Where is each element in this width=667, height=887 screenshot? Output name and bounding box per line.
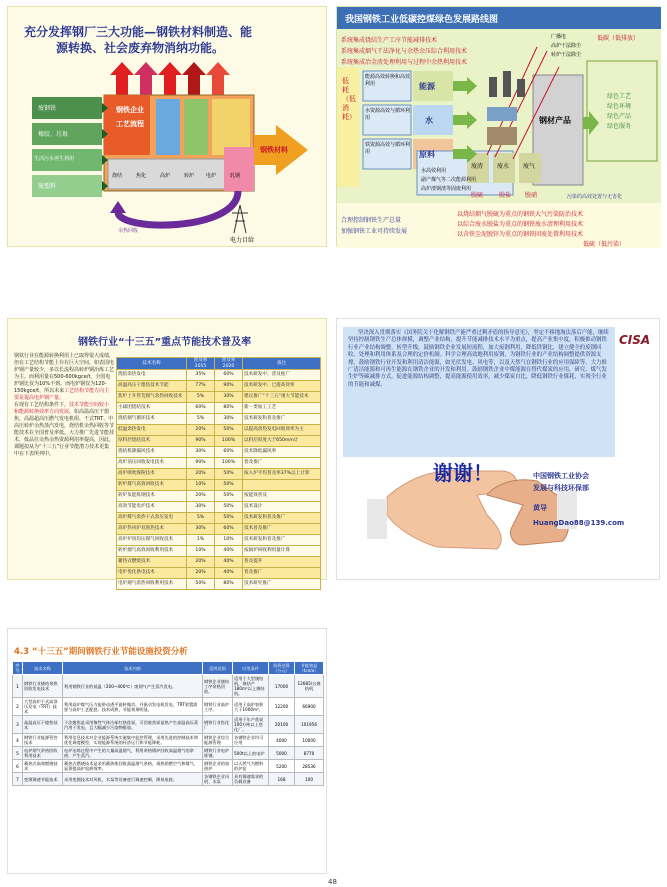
table-cell: 普及推广: [243, 458, 321, 469]
product-label: 钢材产品: [539, 116, 571, 125]
table-row: [13, 734, 324, 747]
green-environment: 绿色环境: [607, 103, 632, 110]
right-bottom-line-3: 以含铁尘泥脱锌为重点的钢铁固废处置利用技术: [457, 231, 584, 238]
mid-label-energy: 能源: [419, 82, 435, 91]
table-cell: 技术降低漏风率: [243, 447, 321, 458]
table-cell: 钢铁行业电炉炼钢。: [203, 747, 233, 760]
table-row: [117, 392, 321, 403]
table-cell: 50%: [215, 513, 243, 524]
table-row: [13, 698, 324, 716]
table-cell: 技术研究推广: [243, 579, 321, 590]
slide-thanks: [336, 318, 660, 580]
cisa-logo: CISA: [619, 333, 651, 347]
table-cell: 30%: [215, 414, 243, 425]
top-right-box-line1: 广播电: [551, 34, 567, 40]
page-number: 48: [328, 878, 337, 886]
table-cell: 4000: [269, 734, 295, 747]
table-cell: 12200: [269, 698, 295, 716]
table-cell: 50%: [215, 480, 243, 491]
bottom-line-3: 高炉渣钢渣等固废利用: [421, 186, 472, 192]
unit-sintering: 烧结: [112, 173, 123, 179]
table-cell: 焦炉上升管荒煤气余热回收技术: [117, 392, 187, 403]
adoption-table: [116, 357, 321, 590]
table-cell: 转炉烟气高效回收利用技术: [117, 546, 187, 557]
table-cell: 高炉煤气余热干式余压发电: [117, 513, 187, 524]
table-row: [117, 568, 321, 579]
green-product: 绿色产品: [607, 113, 632, 120]
table-cell: 技术研发和普及推广: [243, 414, 321, 425]
slide2-top-right-label: 低碳（低排放）: [597, 35, 640, 42]
table-cell: 5%: [187, 414, 215, 425]
table-cell: 10%: [187, 546, 215, 557]
table-cell: 利用钢铁行业的低温（200~400℃）废烟气产生蒸汽发电。: [63, 675, 203, 698]
top-right-box-line2: 高炉干法除尘: [551, 43, 582, 49]
table-cell: 建议推广“十三五”重大节能技术: [243, 392, 321, 403]
table-cell: 28536: [295, 760, 324, 773]
handshake-image: [337, 319, 661, 581]
unit-converter: 转炉: [184, 173, 195, 179]
table-cell: 30%: [187, 447, 215, 458]
table-cell: 100: [295, 773, 324, 786]
table-row: [117, 546, 321, 557]
bottom-right-label: 低硫（低污染）: [583, 241, 626, 248]
table-cell: 60%: [215, 370, 243, 381]
table-cell: 技术普及推广: [243, 524, 321, 535]
table-cell: 适用于年产焦炭100万吨以上焦化厂。: [233, 716, 269, 734]
table-row: [117, 425, 321, 436]
table-cell: 各钢铁企业均可应用: [233, 734, 269, 747]
table-cell: 钢铁行业焦化厂: [203, 716, 233, 734]
table-cell: 以提高余热发电回收效率为主: [243, 425, 321, 436]
left-box-iron: 铁资源高效与循环利用: [365, 142, 411, 155]
table-cell: 按入炉平均普及率37%以上计算: [243, 469, 321, 480]
table-row: [13, 716, 324, 734]
thanks-text: 谢谢！: [433, 461, 493, 485]
table-cell: 高温高压干熄焦技术: [23, 716, 63, 734]
table-cell: 电炉烟气余热回收利用技术: [117, 579, 187, 590]
table-row: [117, 491, 321, 502]
input-scrap-steel: 废钢铁: [38, 105, 57, 112]
table-cell: 60%: [215, 447, 243, 458]
table-row: [13, 747, 324, 760]
table-row: [13, 760, 324, 773]
table-cell: 干法熄焦是采用惰性气体冷却红热焦炭，可回收焦炭显热产生高温高压蒸汽用于发电，且大幅减少污染物排放。: [63, 716, 203, 734]
slide-low-carbon-roadmap: [336, 6, 660, 247]
table-cell: 2: [13, 698, 23, 716]
table-cell: 变频调速节能技术: [23, 773, 63, 786]
table-cell: 40%: [215, 568, 243, 579]
table-row: [117, 480, 321, 491]
right-bottom-line-2: 以综合废水脱盐为重点的钢铁废水清理利用技术: [457, 221, 584, 228]
table-row: [117, 502, 321, 513]
table-cell: 钢铁行业能源管控技术: [23, 734, 63, 747]
table-cell: 钢铁企业的加热炉: [203, 760, 233, 773]
unit-blast-furnace: 高炉: [160, 173, 171, 179]
table-cell: 1%: [187, 535, 215, 546]
presenter-name: 黄导: [533, 504, 547, 512]
table-row: [13, 773, 324, 786]
table-cell: 50%: [215, 491, 243, 502]
org-line-1: 中国钢铁工业协会: [533, 472, 589, 480]
table-cell: 60%: [215, 524, 243, 535]
col-index: 序号: [13, 662, 23, 675]
table-cell: 按锅炉回收利用量计算: [243, 546, 321, 557]
bottom-box-wastewater: 废水: [497, 163, 510, 170]
heat-recovery-label: 余热回收: [118, 228, 139, 234]
small-label-denitration: 脱硝: [525, 192, 538, 199]
center-label: 钢铁企业: [116, 106, 144, 114]
table-row: [117, 381, 321, 392]
table-cell: 高效节能电炉技术: [117, 502, 187, 513]
col-2015: 普及率 2015: [187, 358, 215, 370]
table-cell: 5200: [269, 760, 295, 773]
table-cell: 烧结烟气循环技术: [117, 414, 187, 425]
table-cell: 烧结余热发电: [117, 370, 187, 381]
table-cell: 采用变频技术对风机、水泵等设备进行调速控制，降低电耗。: [63, 773, 203, 786]
table-cell: 20%: [187, 425, 215, 436]
table-cell: 4: [13, 734, 23, 747]
emission-arrows: [110, 62, 230, 95]
col-tech-name: 技术名称: [23, 662, 63, 675]
table-cell: 利用信息技术对企业能源系统实施集中监控管理，采用先进的控制技术和优化调度模型，实现能源系统的经济运行和节能降耗。: [63, 734, 203, 747]
table-cell: 大型高炉干式高顶压发电（TRT）技术: [23, 698, 63, 716]
bullet-1-red: 工艺结构节能方向主要是提高电炉钢产量。: [14, 388, 110, 401]
table-cell: 100%: [215, 458, 243, 469]
table-cell: 转炉煤气高效回收技术: [117, 480, 187, 491]
table-cell: 12685/台烧结机: [295, 675, 324, 698]
table-cell: 5: [13, 747, 23, 760]
table-cell: 钢铁行业烧结余热回收发电技术: [23, 675, 63, 698]
power-tower-icon: [232, 205, 248, 233]
table-row: [117, 370, 321, 381]
table-cell: 适用于高炉容积大于1000m³。: [233, 698, 269, 716]
table-cell: 50%: [187, 579, 215, 590]
left-box-water: 水资源高效与循环利用: [365, 108, 411, 121]
green-process: 绿色工艺: [607, 93, 632, 100]
table-cell: 90%: [187, 458, 215, 469]
table-cell: 90%: [187, 436, 215, 447]
table-cell: 30%: [187, 524, 215, 535]
table-cell: 按能效普及: [243, 491, 321, 502]
pollution-label: 污染的高效处置与无害化: [567, 194, 623, 200]
table-row: [117, 447, 321, 458]
table-cell: 50%: [215, 502, 243, 513]
table-cell: 适用于大型烧结机，烧结产180m²以上烧结机。: [233, 675, 269, 698]
bullet-2b-text: 如高温高压干熄焦，高温超高压燃气发电机组、干式TRT、中高压转炉余热蒸汽发电，烧结机余热回收等节能技术在全国普及率低。大力推广先进节能技术，低品位余热余热资源利用率提高，因此，课题拟从为“十三五”行业节能潜力技术更集中在下表所列中。: [14, 409, 115, 457]
unit-eaf: 电炉: [206, 173, 217, 179]
slide-investment-analysis: [7, 628, 327, 874]
center-label-2: 工艺流程: [116, 120, 144, 128]
table-cell: 以料层厚度大于650mm计: [243, 436, 321, 447]
table-cell: 20%: [187, 469, 215, 480]
table-cell: 电炉烟气余热回收利用技术: [23, 747, 63, 760]
small-label-desulfur: 脱硫: [471, 192, 484, 199]
table-cell: 低温余热发电: [117, 425, 187, 436]
table-cell: 技术研发和普及推广: [243, 535, 321, 546]
slide3-bullets: [14, 353, 114, 458]
table-cell: 钢铁企业综合能源管理: [203, 734, 233, 747]
slide3-title: 钢铁行业“十三五”重点节能技术普及率: [78, 337, 252, 348]
table-cell: 转炉负能炼钢技术: [117, 491, 187, 502]
table-cell: 101956: [295, 716, 324, 734]
table-cell: 蓄热式高效燃烧技术: [23, 760, 63, 773]
table-cell: 100%: [215, 436, 243, 447]
table-cell: 20%: [187, 568, 215, 579]
table-cell: 20100: [269, 716, 295, 734]
col-saving: 节能效益（tce/a）: [295, 662, 324, 675]
col-tech: 技术名称: [117, 358, 187, 370]
table-cell: 小球团烧结技术: [117, 403, 187, 414]
left-box-energy: 能源高效转换和高效利用: [365, 74, 411, 87]
table-cell: 5000: [269, 747, 295, 760]
table-cell: 168: [269, 773, 295, 786]
table-cell: 高炉炉顶均压煤气回收技术: [117, 535, 187, 546]
table-cell: 7: [13, 773, 23, 786]
table-cell: [243, 480, 321, 491]
input-rubber-garbage: 橡胶、垃圾: [38, 131, 69, 138]
right-bottom-line-1: 以烧结烟气脱硫为重点的钢铁大气污染防治技术: [457, 211, 584, 218]
table-cell: 77%: [187, 381, 215, 392]
unit-rolling: 轧钢: [230, 173, 241, 179]
table-cell: 技术研发和普及推广: [243, 513, 321, 524]
table-cell: 电炉优化供电技术: [117, 568, 187, 579]
investment-table: [12, 661, 324, 786]
output-steel-material: 钢铁材料: [260, 146, 288, 154]
input-plastic: 废塑料: [38, 183, 57, 190]
table-cell: 钢铁行业高炉工序。: [203, 698, 233, 716]
table-cell: 技术研发中、已提高效率: [243, 381, 321, 392]
tech-line-3: 系统集成冶金渣处理利用与过程中余热利用技术: [341, 59, 468, 66]
table-cell: 35%: [187, 370, 215, 381]
table-cell: 蓄热式燃烧技术是采用蓄热体回收高温烟气余热，预热助燃空气和煤气，显著提高炉窑热效率。: [63, 760, 203, 773]
table-row: [117, 524, 321, 535]
left-bottom-line-2: 加强钢铁工业可持续发展: [341, 228, 408, 235]
bottom-box-slag: 废渣: [471, 163, 484, 170]
table-row: [117, 458, 321, 469]
table-cell: 500t以上的电炉: [233, 747, 269, 760]
table-cell: 10000: [295, 734, 324, 747]
table-cell: 80%: [215, 579, 243, 590]
table-cell: 17000: [269, 675, 295, 698]
table-row: [117, 414, 321, 425]
col-condition: 应用条件: [233, 662, 269, 675]
plant-diagram: [8, 7, 328, 248]
slide5-title: 4.3 “十三五”期间钢铁行业节能设施投资分析: [14, 647, 188, 657]
table-row: [117, 557, 321, 568]
col-2020: 普及率 2020: [215, 358, 243, 370]
table-cell: 1: [13, 675, 23, 698]
table-cell: 50%: [215, 425, 243, 436]
table-cell: 厚料层烧结技术: [117, 436, 187, 447]
small-label-desalt: 脱盐: [499, 192, 512, 199]
slide1-title-line2: 源转换、社会废弃物消纳功能。: [56, 41, 225, 55]
table-cell: 30%: [187, 502, 215, 513]
tech-line-2: 系统集成烟气干法净化与余热余压综合利用技术: [341, 48, 468, 55]
green-service: 绿色服务: [607, 123, 632, 130]
table-cell: 20%: [187, 491, 215, 502]
left-bottom-line-1: 合理控制钢铁生产总量: [341, 217, 402, 224]
table-row: [117, 535, 321, 546]
top-right-box-line3: 转炉干法除尘: [551, 52, 582, 58]
table-cell: 高炉热风炉双预热技术: [117, 524, 187, 535]
col-scope: 适用范围: [203, 662, 233, 675]
table-cell: 各钢铁企业风机、水泵: [203, 773, 233, 786]
table-cell: 5%: [187, 392, 215, 403]
table-cell: 50%: [215, 469, 243, 480]
col-investment: 投资估算（万元）: [269, 662, 295, 675]
bullet-2-text: 在现有工艺结构条件下，: [14, 402, 70, 408]
left-vertical-label: 低耗（低消耗）: [342, 77, 356, 121]
slide1-title-line1: 充分发挥钢厂三大功能—钢铁材料制造、能: [24, 25, 253, 39]
table-row: [117, 513, 321, 524]
table-row: [13, 675, 324, 698]
table-cell: 高炉喷吹煤粉技术: [117, 469, 187, 480]
table-cell: 高温高压干熄焦技术节能: [117, 381, 187, 392]
table-cell: 3: [13, 716, 23, 734]
slide2-title: 我国钢铁工业低碳控煤绿色发展路线图: [345, 15, 499, 25]
table-cell: 技术设计: [243, 502, 321, 513]
table-row: [117, 403, 321, 414]
table-row: [117, 436, 321, 447]
table-cell: 30%: [215, 392, 243, 403]
slide-tech-adoption-rate: [7, 318, 327, 587]
table-cell: 普及推广: [243, 568, 321, 579]
table-cell: 80%: [215, 403, 243, 414]
table-cell: 40%: [215, 557, 243, 568]
power-self-supply: 电力目给: [230, 237, 255, 244]
table-cell: 钢铁企业烧结工序余热回收。: [203, 675, 233, 698]
table-cell: 10%: [187, 480, 215, 491]
bullet-1-text: 钢铁行业在能源转换利用上已取得很大成绩，但在工艺结构节能上存在巨大空间。如表国电炉钢产量较少，多以长流程高转炉钢冶炼工艺为主。而利用量在500-600kgce/t，全国电炉钢比仅为10%不到。而电炉钢仅为120-150kgce/t，所以未来: [14, 353, 115, 394]
slide-steel-plant-functions: [7, 6, 327, 247]
table-row: [117, 469, 321, 480]
bullet-2-red: 技术节能空间较小和能源转换效率方向发展。: [14, 402, 110, 415]
unit-coking: 焦化: [136, 173, 147, 179]
table-cell: 6: [13, 760, 23, 773]
table-cell: 以天然气为燃料的炉窑: [233, 760, 269, 773]
table-cell: 66900: [295, 698, 324, 716]
col-note: 备注: [243, 358, 321, 370]
mid-label-material: 原料: [419, 150, 435, 159]
table-cell: 10%: [215, 535, 243, 546]
table-cell: 60%: [187, 403, 215, 414]
table-cell: 90%: [215, 381, 243, 392]
bottom-line-2: 副产煤气等二次能源利用: [421, 177, 477, 183]
org-line-2: 发展与科技环保部: [533, 484, 589, 492]
table-cell: 蓄热式燃烧技术: [117, 557, 187, 568]
table-cell: 利用高炉煤气压力能带动透平旋转做功，并驱动发电机发电，TRT装置需要与高炉工艺配套。技术成熟，节能效果明显。: [63, 698, 203, 716]
tech-line-1: 系统集成烧结生产工序节能减排技术: [341, 37, 438, 44]
table-cell: 电炉冶炼过程中产生的大量高温烟气，利用余热锅炉回收高温烟气的余热，产生蒸汽。: [63, 747, 203, 760]
table-cell: 新一类加工工艺: [243, 403, 321, 414]
bottom-box-wastegas: 废气: [523, 163, 536, 170]
bottom-line-1: 水高效利用: [421, 168, 447, 174]
input-sewage: 生活污水再生利用: [34, 156, 75, 162]
table-cell: 高炉顶压回收发电技术: [117, 458, 187, 469]
presenter-email: HuangDao88@139.com: [533, 519, 625, 527]
mid-label-water: 水: [425, 116, 433, 125]
table-cell: 技术研发中、普及推广: [243, 370, 321, 381]
table-cell: 普及提升: [243, 557, 321, 568]
table-cell: 具有调速需求的负载设备: [233, 773, 269, 786]
table-cell: 8770: [295, 747, 324, 760]
policy-text-box: 坚决深入贯彻落实《国务院关于化解钢铁产能严重过剩矛盾的指导意见》，坚定不移地淘汰落后产能，继续坚持控制钢铁生产总体规模，调整产业结构，提升节能减排技术水平为重点，提高产业集中度，积极推动钢铁行业产业结构调整，转型升级。鼓励钢铁企业发展短流程，加大废钢利用，降低铁钢比，建立健全的废钢回收、处理和利用体系及合理的定价机制。科学合理高效地利用废钢，为钢铁行业的产业结构调整提供资源支撑。鼓励钢铁行业开发和利用清洁能源，如光伏发电、风电等，以及天然气在钢铁行业的应用保障等。大力推广清洁能源和可再生能源在钢铁企业的开发和利用。鼓励钢铁企业中煤能源在替代煤炭的应用，研究、煤气发生炉等碳减排方式。促进能源结构调整，提高能源使用效率，减少煤炭自比，降低钢铁行业煤耗，实现全行业的节能和减煤。: [343, 327, 615, 457]
table-cell: 40%: [215, 546, 243, 557]
table-cell: 20%: [187, 557, 215, 568]
table-cell: 烧结机降漏风技术: [117, 447, 187, 458]
table-row: [117, 579, 321, 590]
col-tech-content: 技术内容: [63, 662, 203, 675]
table-cell: 5%: [187, 513, 215, 524]
